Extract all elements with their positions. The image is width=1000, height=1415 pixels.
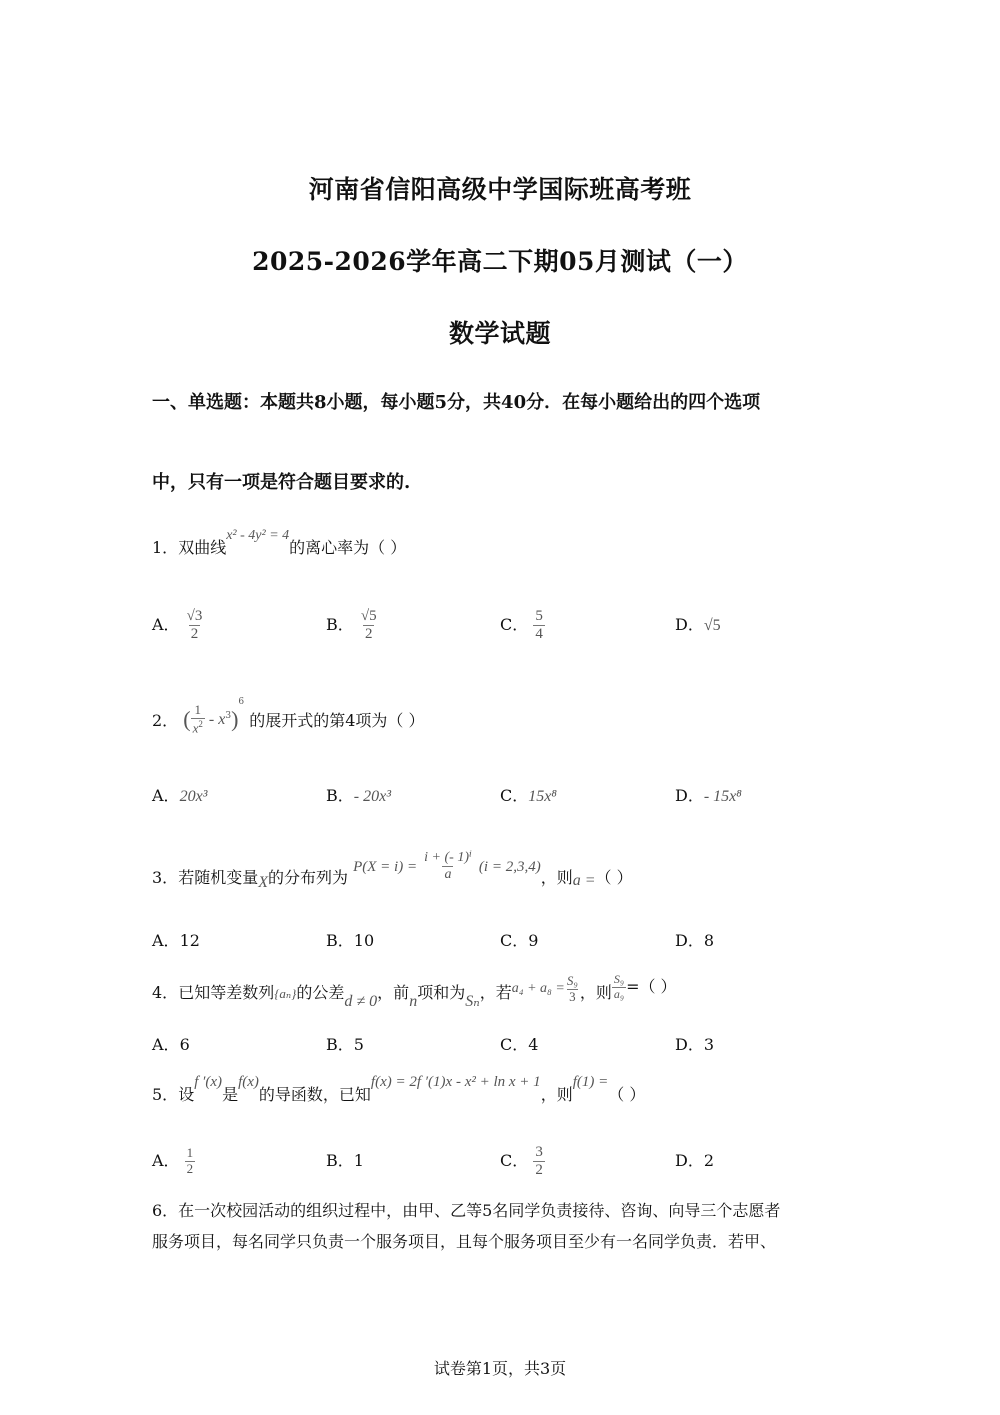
fraction: $\frac{√5}{2}$	[360, 607, 377, 642]
option-c[interactable]: C． $\frac{3}{2}$	[500, 1143, 543, 1178]
question-3: 3．若随机变量X的分布列为 P(X = i) = $\frac{\text{i + (- 1)ⁱ}}{a}$ (i = 2,3,4)，则a =（ ）	[152, 850, 633, 892]
options-q4	[152, 1032, 852, 1072]
section-heading-line1: 一、单选题：本题共8小题，每小题5分，共40分．在每小题给出的四个选项	[152, 392, 761, 413]
option-d[interactable]: D．3	[675, 1035, 715, 1054]
question-text: 双曲线	[178, 538, 227, 557]
page-footer: 试卷第1页，共3页	[433, 1359, 567, 1378]
option-a[interactable]: A． $\frac{1}{2}$	[152, 1145, 194, 1176]
options-q3	[152, 928, 852, 968]
question-4: 4．已知等差数列$_{\{a_n\}}$的公差d ≠ 0，前n项和为Sₙ，若a₄ + a₈ = $\frac{\text{S₉}}{3}$ ，则 $\frac{\text{S₉}}{\text{a₉}}$ =（ ）	[152, 972, 677, 1010]
option-b[interactable]: B．- 20x³	[326, 786, 391, 805]
title-term: 2025-2026学年高二下期05月测试（一）	[252, 247, 748, 276]
question-6	[152, 1195, 852, 1257]
question-1	[152, 528, 407, 558]
option-d[interactable]: D．8	[675, 931, 715, 950]
formula-lhs: P(X = i) =	[353, 859, 418, 876]
question-text: 的离心率为（ ）	[289, 538, 407, 557]
option-d[interactable]: D．√5	[675, 615, 721, 634]
options-q5	[152, 1132, 852, 1178]
question-number: 2．	[152, 711, 179, 731]
section-heading-line2: 中，只有一项是符合题目要求的.	[152, 472, 411, 493]
option-b[interactable]: B．5	[326, 1035, 364, 1054]
fraction: $\frac{√3}{2}$	[186, 607, 203, 642]
option-b[interactable]: B． $\frac{√5}{2}$	[326, 607, 377, 642]
option-a[interactable]: A．6	[152, 1035, 190, 1054]
question-6-line1: 6．在一次校园活动的组织过程中，由甲、乙等5名同学负责接待、咨询、向导三个志愿者	[152, 1201, 781, 1220]
option-c[interactable]: C．9	[500, 931, 539, 950]
question-2	[152, 696, 425, 738]
question-text: 的展开式的第4项为（ ）	[249, 711, 425, 731]
option-b[interactable]: B．10	[326, 931, 375, 950]
option-c[interactable]: C．4	[500, 1035, 539, 1054]
formula-binomial: ( $\frac{1}{x^2}$ - $x^3)^6$	[183, 696, 245, 736]
formula-rhs: (i = 2,3,4)	[478, 859, 541, 876]
option-b[interactable]: B．1	[326, 1151, 364, 1170]
options-q1	[152, 588, 852, 642]
formula: x² - 4y² = 4	[226, 528, 290, 543]
option-d[interactable]: D．2	[675, 1151, 715, 1170]
option-a[interactable]: A． $\frac{√3}{2}$	[152, 607, 203, 642]
question-number: 1．	[152, 538, 179, 557]
option-a[interactable]: A．20x³	[152, 786, 208, 805]
question-5: 5．设f ′(x)是f(x)的导函数，已知f(x) = 2f ′(1)x - x² + ln x + 1，则f(1) =（ ）	[152, 1074, 646, 1104]
options-q2	[152, 783, 852, 823]
title-school: 河南省信阳高级中学国际班高考班	[308, 175, 692, 204]
title-subject: 数学试题	[448, 319, 551, 348]
fraction: $\frac{\text{i + (- 1)ⁱ}}{a}$	[424, 850, 472, 883]
option-c[interactable]: C． $\frac{5}{4}$	[500, 607, 543, 642]
fraction: $\frac{5}{4}$	[535, 607, 543, 642]
option-d[interactable]: D．- 15x⁸	[675, 786, 742, 805]
question-6-line2: 服务项目，每名同学只负责一个服务项目，且每个服务项目至少有一名同学负责．若甲、	[152, 1232, 777, 1251]
option-a[interactable]: A．12	[152, 931, 200, 950]
option-c[interactable]: C．15x⁸	[500, 786, 557, 805]
